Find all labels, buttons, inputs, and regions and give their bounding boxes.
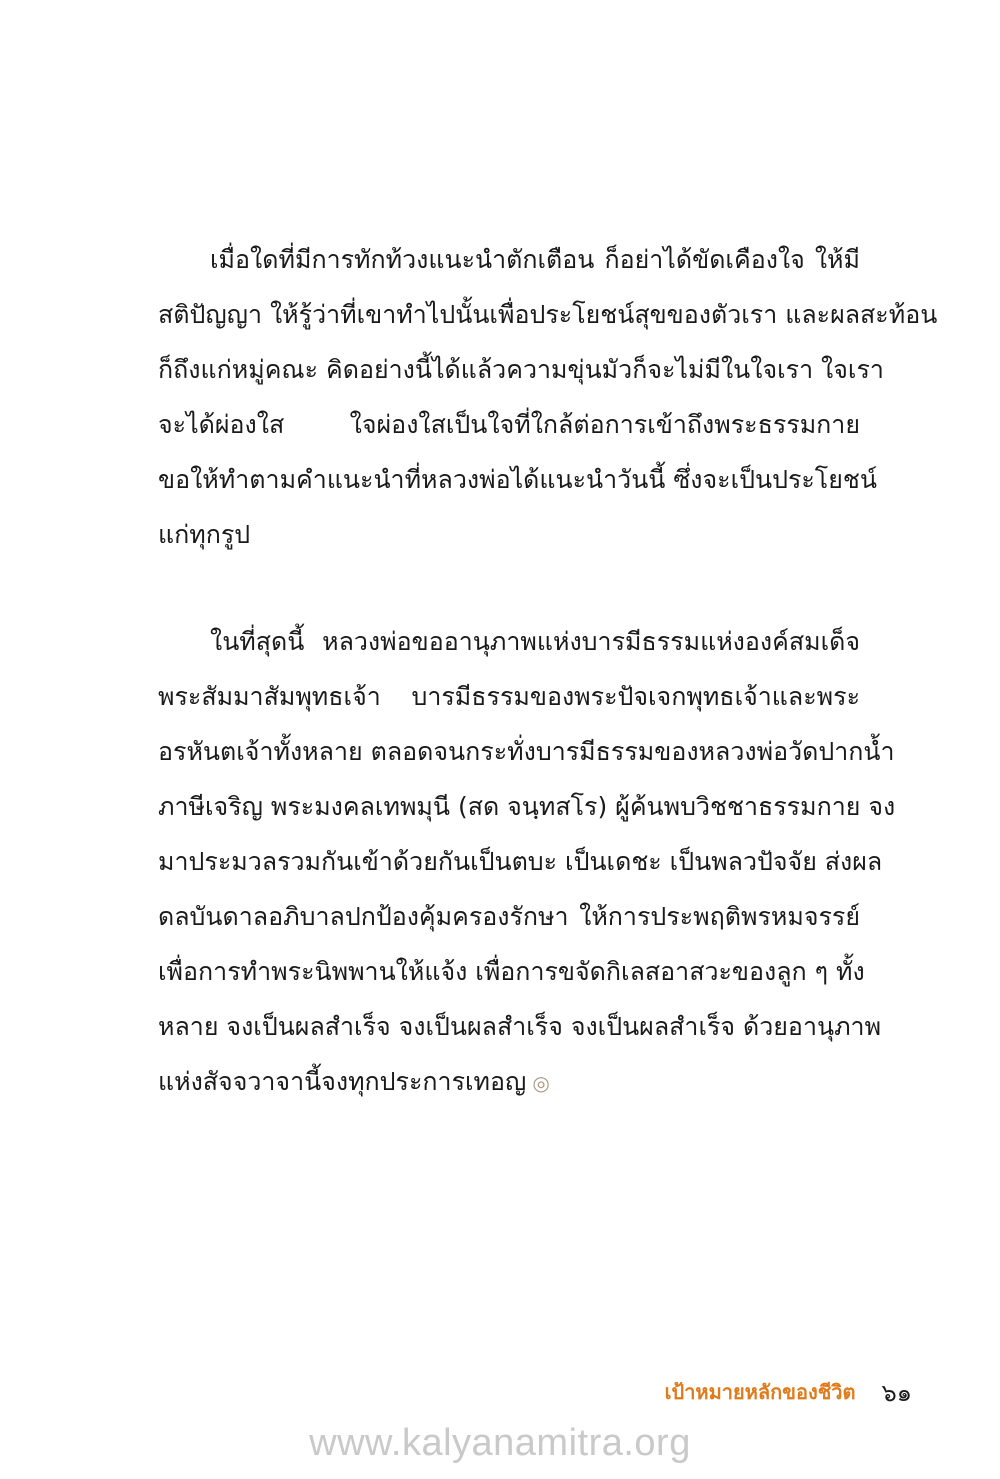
page-footer: [665, 1372, 912, 1412]
text-line: สติปัญญา ให้รู้ว่าที่เขาทำไปนั้นเพื่อประโยชน์สุขของตัวเรา และผลสะท้อน: [158, 300, 938, 329]
paragraph-2: [158, 614, 896, 1109]
text-line: เมื่อใดที่มีการทักท้วงแนะนำตักเตือน ก็อย่าได้ขัดเคืองใจ ให้มี: [210, 245, 860, 274]
text-line: อรหันตเจ้าทั้งหลาย ตลอดจนกระทั่งบารมีธรรมของหลวงพ่อวัดปากน้ำ: [158, 737, 895, 766]
text-line: เพื่อการทำพระนิพพานให้แจ้ง เพื่อการขจัดกิเลสอาสวะของลูก ๆ ทั้ง: [158, 957, 865, 986]
chapter-title: เป้าหมายหลักของชีวิต: [664, 1380, 856, 1404]
last-text-line: [158, 1054, 860, 1109]
end-mark-icon: ◎: [532, 1071, 550, 1095]
page-number: ๖๑: [881, 1378, 912, 1407]
paragraph-1: [158, 232, 938, 562]
text-line: ก็ถึงแก่หมู่คณะ คิดอย่างนี้ได้แล้วความขุ่นมัวก็จะไม่มีในใจเรา ใจเรา: [158, 355, 884, 384]
text-line: พระสัมมาสัมพุทธเจ้า บารมีธรรมของพระปัจเจกพุทธเจ้าและพระ: [158, 682, 860, 711]
watermark-url: www.kalyanamitra.org: [309, 1422, 691, 1464]
text-line: ดลบันดาลอภิบาลปกป้องคุ้มครองรักษา ให้การประพฤติพรหมจรรย์: [158, 902, 860, 931]
text-line: หลาย จงเป็นผลสำเร็จ จงเป็นผลสำเร็จ จงเป็นผลสำเร็จ ด้วยอานุภาพ: [158, 1012, 882, 1041]
text-line: ในที่สุดนี้ หลวงพ่อขออานุภาพแห่งบารมีธรรมแห่งองค์สมเด็จ: [210, 627, 860, 656]
body-text: [158, 232, 938, 1109]
text-line: แก่ทุกรูป: [158, 520, 251, 549]
text-line: มาประมวลรวมกันเข้าด้วยกันเป็นตบะ เป็นเดชะ เป็นพลวปัจจัย ส่งผล: [158, 847, 883, 876]
text-line: จะได้ผ่องใส ใจผ่องใสเป็นใจที่ใกล้ต่อการเข้าถึงพระธรรมกาย: [158, 410, 860, 439]
text-line: ขอให้ทำตามคำแนะนำที่หลวงพ่อได้แนะนำวันนี้ ซึ่งจะเป็นประโยชน์: [158, 465, 877, 494]
text-line: ภาษีเจริญ พระมงคลเทพมุนี (สด จนฺทสโร) ผู้ค้นพบวิชชาธรรมกาย จง: [158, 792, 896, 821]
text-line-content: แห่งสัจจวาจานี้จงทุกประการเทอญ: [158, 1067, 527, 1096]
